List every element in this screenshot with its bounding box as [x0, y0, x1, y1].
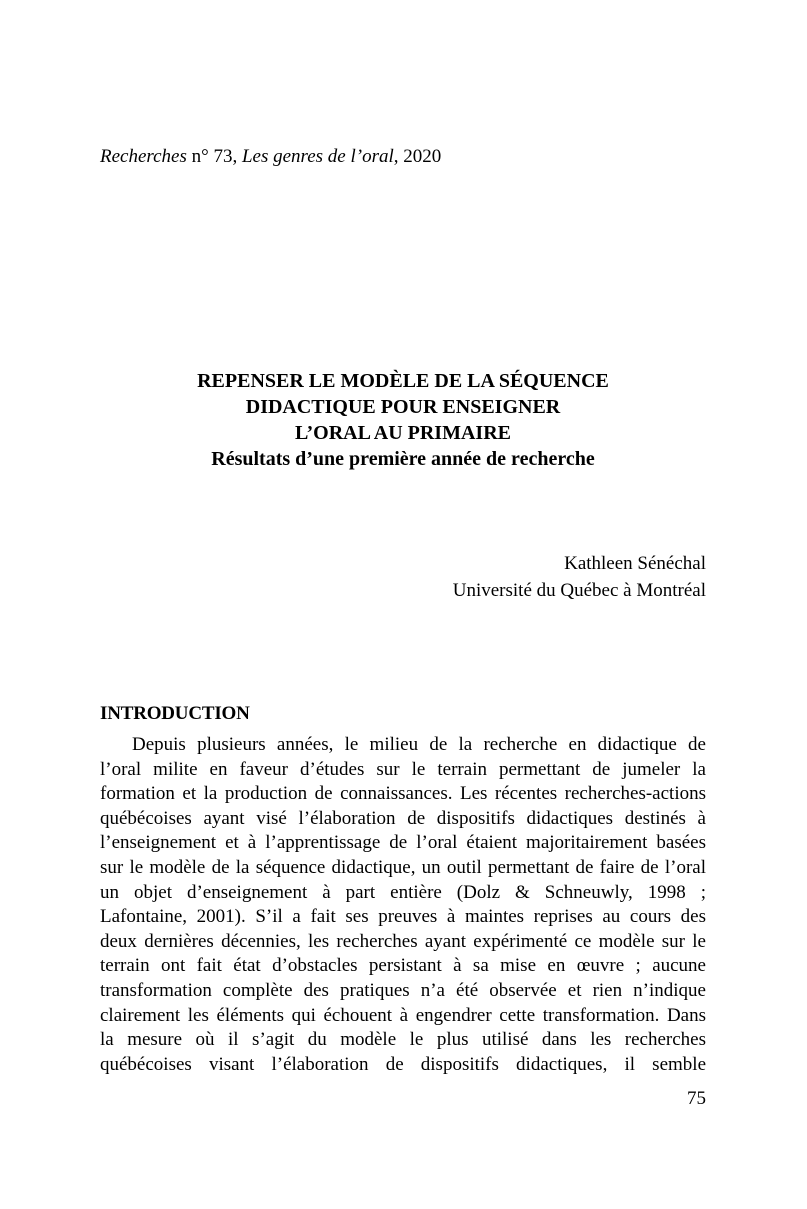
text-line: québécoises visant l’élaboration de dispositifs didactiques, il semble	[100, 1053, 706, 1075]
text-line: un objet d’enseignement à part entière (Dolz & Schneuwly, 1998 ;	[100, 881, 706, 903]
author-affiliation: Université du Québec à Montréal	[452, 580, 706, 601]
text-line: Lafontaine, 2001). S’il a fait ses preuves à maintes reprises au cours des	[100, 906, 706, 928]
text-line: clairement les éléments qui échouent à engendrer cette transformation. Dans	[100, 1004, 706, 1026]
text-line: transformation complète des pratiques n’a été observée et rien n’indique	[100, 979, 706, 1001]
title-line: DIDACTIQUE POUR ENSEIGNER	[245, 396, 561, 418]
article-title	[100, 368, 706, 472]
text-line: l’oral milite en faveur d’études sur le terrain permettant de jumeler la	[100, 758, 706, 780]
text-line: la mesure où il s’agit du modèle le plus utilisé dans les recherches	[100, 1029, 706, 1051]
issue-year: , 2020	[393, 146, 442, 167]
text-line: l’enseignement et à l’apprentissage de l’oral étaient majoritairement basées	[100, 832, 706, 854]
page-number: 75	[687, 1088, 706, 1109]
journal-name: Recherches	[100, 146, 187, 167]
issue-title: Les genres de l’oral	[241, 146, 394, 167]
text-line: québécoises ayant visé l’élaboration de dispositifs didactiques destinés à	[100, 807, 706, 829]
section-heading: INTRODUCTION	[100, 703, 250, 724]
text-line: terrain ont fait état d’obstacles persistant à sa mise en œuvre ; aucune	[100, 955, 706, 977]
text-line: Depuis plusieurs années, le milieu de la recherche en didactique de	[132, 734, 706, 755]
title-line: REPENSER LE MODÈLE DE LA SÉQUENCE	[197, 370, 609, 392]
text-line: formation et la production de connaissances. Les récentes recherches-actions	[100, 783, 706, 805]
text-line: deux dernières décennies, les recherches ayant expérimenté ce modèle sur le	[100, 930, 706, 952]
author-name: Kathleen Sénéchal	[564, 553, 706, 574]
running-header	[100, 145, 441, 169]
body-paragraph	[100, 733, 706, 1077]
title-line: L’ORAL AU PRIMAIRE	[295, 422, 511, 444]
issue-number: n° 73,	[186, 146, 242, 167]
text-line: sur le modèle de la séquence didactique, un outil permettant de faire de l’oral	[100, 856, 706, 878]
article-subtitle: Résultats d’une première année de recherche	[211, 448, 595, 470]
author-block	[453, 550, 706, 604]
